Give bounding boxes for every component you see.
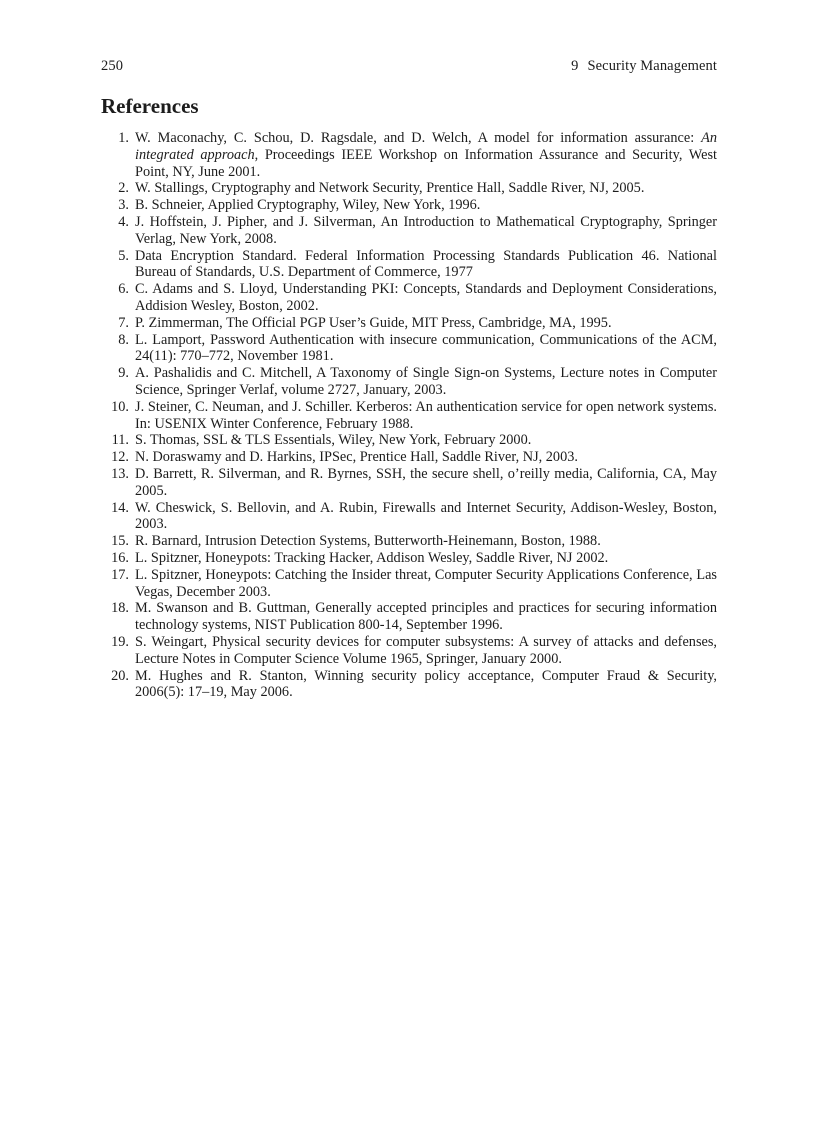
reference-text [135,180,717,197]
chapter-number: 9 [571,58,579,74]
reference-item [101,500,717,534]
reference-text [135,432,717,449]
book-page [101,55,717,701]
reference-number: 17. [111,566,129,583]
reference-text-segment: A. Pashalidis and C. Mitchell, A Taxonomy of Single Sign-on Systems, Lecture notes in Computer Science, Springer Verlaf, volume 2727, January, 2003. [135,365,717,398]
reference-item [101,449,717,466]
reference-number: 20. [111,667,129,684]
reference-text [135,466,717,500]
reference-number: 15. [111,533,129,550]
running-head [101,55,717,77]
reference-number: 10. [111,398,129,415]
reference-text-segment: S. Weingart, Physical security devices for computer subsystems: A survey of attacks and defenses, Lecture Notes in Computer Science Volume 1965, Springer, January 2000. [135,633,717,667]
reference-number: 4. [118,213,129,230]
reference-text [135,668,717,702]
reference-text-segment: L. Spitzner, Honeypots: Tracking Hacker, Addison Wesley, Saddle River, NJ 2002. [135,549,609,566]
reference-text-segment: P. Zimmerman, The Official PGP User’s Guide, MIT Press, Cambridge, MA, 1995. [135,314,612,331]
chapter-title: Security Management [587,58,717,74]
reference-text-segment: L. Lamport, Password Authentication with insecure communication, Communications of the ACM, 24(11): 770–772, November 1981. [135,331,717,365]
reference-text [135,281,717,315]
reference-text [135,248,717,282]
reference-item [101,214,717,248]
reference-item [101,332,717,366]
section-title: References [101,94,199,118]
reference-number: 14. [111,499,129,516]
reference-text-segment: Data Encryption Standard. Federal Information Processing Standards Publication 46. National Bureau of Standards, U.S. Department of Commerce, 1977 [135,247,717,281]
page-number: 250 [101,58,124,74]
reference-text-segment: W. Stallings, Cryptography and Network Security, Prentice Hall, Saddle River, NJ, 2005. [135,180,645,197]
reference-number: 3. [118,197,129,214]
reference-item [101,550,717,567]
reference-text [135,332,717,366]
reference-item [101,600,717,634]
reference-text [135,634,717,668]
reference-number: 19. [111,633,129,650]
reference-text-segment: W. Maconachy, C. Schou, D. Ragsdale, and D. Welch, A model for information assurance: [135,130,702,146]
chapter-heading [571,55,717,77]
reference-item [101,668,717,702]
reference-text-segment: J. Hoffstein, J. Pipher, and J. Silverman, An Introduction to Mathematical Cryptography, Springer Verlag, New York, 2008. [135,213,717,247]
reference-text-segment: C. Adams and S. Lloyd, Understanding PKI: Concepts, Standards and Deployment Considerations, Addision Wesley, Boston, 2002. [135,281,717,314]
reference-item [101,567,717,601]
reference-text [135,214,717,248]
reference-text [135,550,717,567]
reference-text-segment: R. Barnard, Intrusion Detection Systems, Butterworth-Heinemann, Boston, 1988. [135,533,601,550]
reference-text [135,567,717,601]
reference-item [101,180,717,197]
reference-text [135,533,717,550]
reference-number: 13. [111,465,129,482]
reference-text [135,500,717,534]
reference-list [101,130,717,701]
reference-item [101,315,717,332]
reference-text-segment: J. Steiner, C. Neuman, and J. Schiller. Kerberos: An authentication service for open network systems. In: USENIX Winter Conference, February 1988. [135,398,717,432]
reference-item [101,634,717,668]
reference-item [101,281,717,315]
reference-number: 9. [118,365,129,382]
reference-item [101,365,717,399]
reference-text-segment: M. Hughes and R. Stanton, Winning security policy acceptance, Computer Fraud & Security, 2006(5): 17–19, May 2006. [135,667,717,701]
reference-number: 2. [118,180,129,197]
reference-number: 16. [111,549,129,566]
reference-item [101,399,717,433]
reference-text-segment: W. Cheswick, S. Bellovin, and A. Rubin, Firewalls and Internet Security, Addison-Wesley, Boston, 2003. [135,499,717,533]
reference-number: 11. [111,432,129,449]
reference-item [101,432,717,449]
reference-text [135,600,717,634]
reference-number: 5. [118,247,129,264]
reference-text-segment: , Proceedings IEEE Workshop on Information Assurance and Security, West Point, NY, June 2001. [135,146,717,180]
reference-number: 18. [111,600,129,617]
reference-title-italic: An integrated approach [135,130,717,163]
reference-text-segment: M. Swanson and B. Guttman, Generally accepted principles and practices for securing information technology systems, NIST Publication 800-14, September 1996. [135,600,717,634]
reference-text [135,449,717,466]
reference-item [101,248,717,282]
reference-text [135,130,717,180]
reference-text-segment: N. Doraswamy and D. Harkins, IPSec, Prentice Hall, Saddle River, NJ, 2003. [135,449,578,466]
reference-item [101,197,717,214]
reference-number: 8. [118,331,129,348]
reference-text [135,365,717,399]
reference-text [135,197,717,214]
reference-text-segment: B. Schneier, Applied Cryptography, Wiley, New York, 1996. [135,197,481,214]
reference-text-segment: D. Barrett, R. Silverman, and R. Byrnes, SSH, the secure shell, o’reilly media, California, CA, May 2005. [135,465,717,499]
reference-text [135,399,717,433]
reference-item [101,466,717,500]
reference-number: 12. [111,449,129,466]
reference-number: 7. [118,314,129,331]
reference-item [101,533,717,550]
reference-text-segment: L. Spitzner, Honeypots: Catching the Insider threat, Computer Security Applications Conference, Las Vegas, December 2003. [135,566,717,600]
reference-item [101,130,717,180]
reference-number: 6. [118,281,129,298]
reference-text [135,315,717,332]
reference-number: 1. [118,130,129,146]
reference-text-segment: S. Thomas, SSL & TLS Essentials, Wiley, New York, February 2000. [135,432,532,449]
